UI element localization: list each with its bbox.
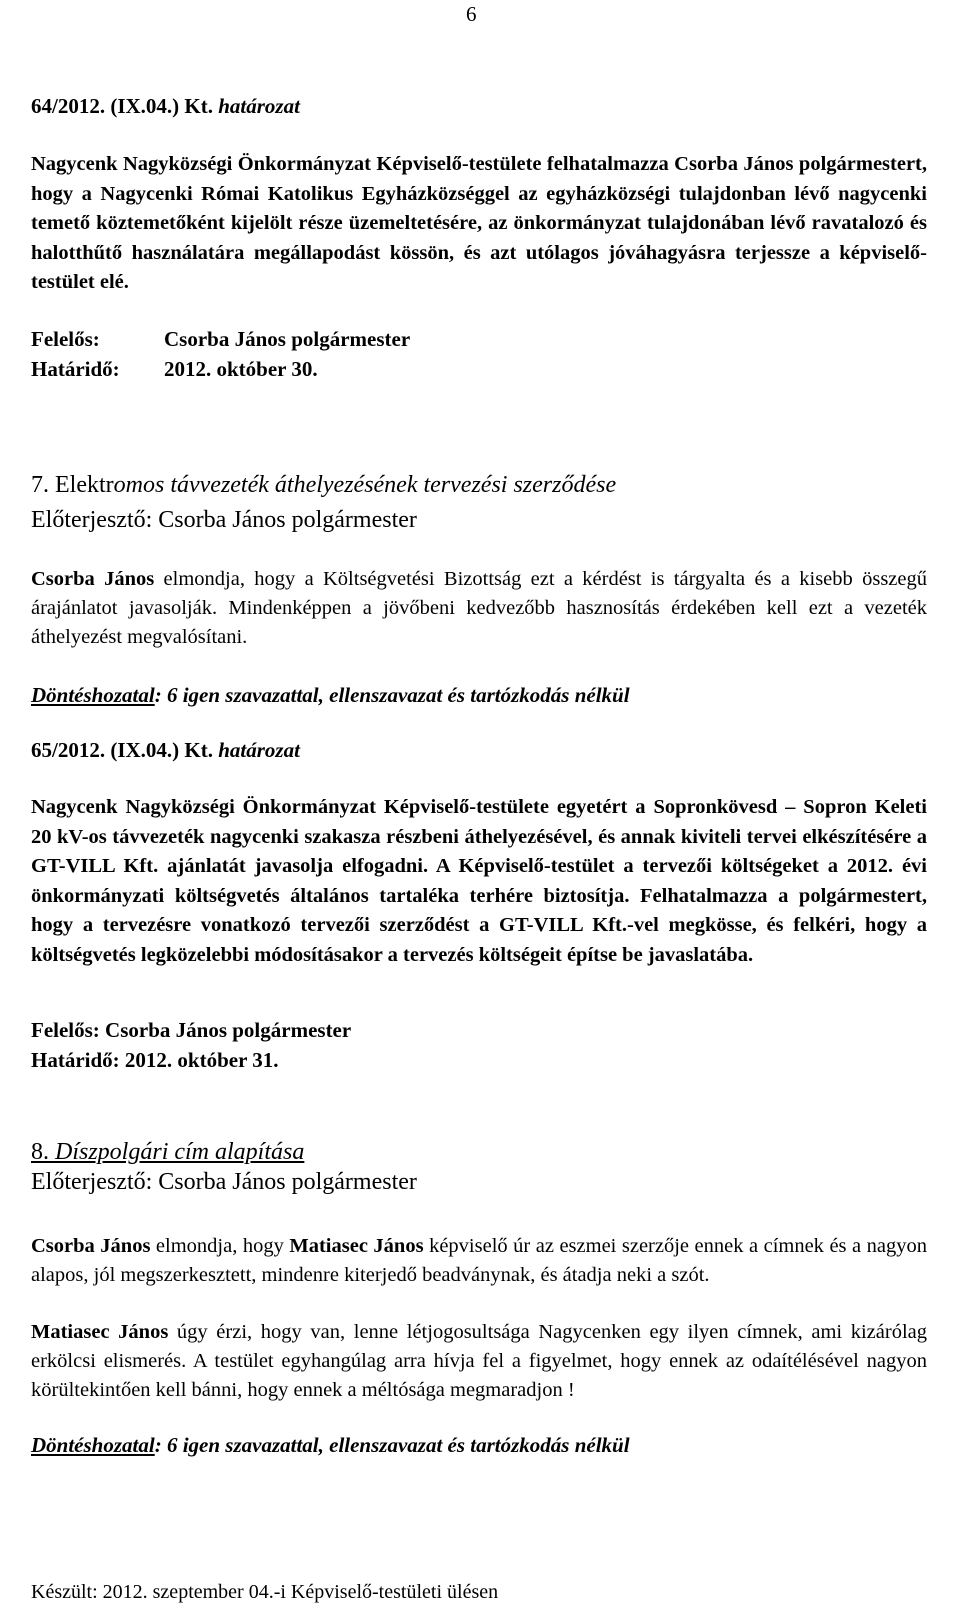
resolution-65-id: 65/2012. (IX.04.) Kt. xyxy=(31,738,213,762)
section-8-p1-speaker: Csorba János xyxy=(31,1235,151,1257)
resolution-64-heading xyxy=(31,91,927,121)
page-number: 6 xyxy=(466,2,477,26)
section-8-decision xyxy=(31,1430,927,1460)
resolution-65-kind: határozat xyxy=(218,738,300,762)
section-8-paragraph-2 xyxy=(31,1318,927,1405)
resolution-64-deadline xyxy=(31,354,927,384)
section-7-speaker: Csorba János xyxy=(31,568,155,590)
section-8-title-text: Díszpolgári cím alapítása xyxy=(55,1139,305,1165)
section-8-p2-speaker: Matiasec János xyxy=(31,1321,169,1343)
section-7-presenter: Előterjesztő: Csorba János polgármester xyxy=(31,507,417,533)
resolution-65-heading xyxy=(31,735,927,765)
resolution-64-body: Nagycenk Nagyközségi Önkormányzat Képviselő-testülete felhatalmazza Csorba János polgármestert, hogy a Nagycenki Római Katolikus Egyházközséggel az egyházközségi tulajdonban lévő nagycenki temető köztemetőként kijelölt része üzemeltetésére, az önkormányzat tulajdonában lévő ravatalozó és halotthűtő használatára megállapodást kössön, és azt utólagos jóváhagyásra terjessze a képviselő-testület elé. xyxy=(31,153,927,294)
section-8-title xyxy=(31,1137,927,1167)
section-7-paragraph xyxy=(31,565,927,652)
section-8-p2-rest: úgy érzi, hogy van, lenne létjogosultsága Nagycenken egy ilyen címnek, ami kizárólag erkölcsi elismerés. A testület egyhangúlag arra hívja fel a figyelmet, hogy ennek az odaítélésével nagyon körültekintően kell bánni, hogy ennek a méltósága megmaradjon ! xyxy=(31,1321,927,1401)
section-7-title-italic: omos távvezeték áthelyezésének tervezési szerződése xyxy=(113,472,617,498)
deadline-value: 2012. október 30. xyxy=(164,357,318,381)
section-8-p1-name: Matiasec János xyxy=(289,1235,424,1257)
decision-label: Döntéshozatal xyxy=(31,1433,155,1457)
section-7-title-plain: Elektr xyxy=(55,472,114,498)
resolution-65-body: Nagycenk Nagyközségi Önkormányzat Képviselő-testülete egyetért a Sopronkövesd – Sopron Keleti 20 kV-os távvezeték nagycenki szakasza részbeni áthelyezésével, és annak kiviteli tervei elkészítésére a GT-VILL Kft. ajánlatát javasolja elfogadni. A Képviselő-testület a tervezői költségeket a 2012. évi önkormányzati költségvetés általános tartaléka terhére biztosítja. Felhatalmazza a polgármestert, hogy a tervezésre vonatkozó tervezői szerződést a GT-VILL Kft.-vel megkösse, és felkéri, hogy a költségvetés legközelebbi módosításakor a tervezés költségeit építse be javaslatába. xyxy=(31,796,927,966)
decision-text: : 6 igen szavazattal, ellenszavazat és tartózkodás nélkül xyxy=(154,683,630,707)
resolution-65-responsible: Felelős: Csorba János polgármester xyxy=(31,1018,352,1042)
page-footer: Készült: 2012. szeptember 04.-i Képviselő-testületi ülésen xyxy=(31,1581,499,1603)
section-7-decision xyxy=(31,680,927,710)
section-8-paragraph-1 xyxy=(31,1232,927,1290)
section-8-number: 8. xyxy=(31,1139,49,1165)
resolution-65-deadline: Határidő: 2012. október 31. xyxy=(31,1048,279,1072)
deadline-label: Határidő: xyxy=(31,357,120,381)
section-7-number: 7. xyxy=(31,472,49,498)
decision-label: Döntéshozatal xyxy=(31,683,155,707)
resolution-64-responsible xyxy=(31,324,927,354)
section-8-p1-mid: elmondja, hogy xyxy=(150,1235,290,1257)
responsible-label: Felelős: xyxy=(31,327,100,351)
section-8-p1-rest: képviselő úr az eszmei szerzője ennek a címnek és a nagyon alapos, jól megszerkesztett, mindenre kiterjedő beadványnak, és átadja neki a szót. xyxy=(31,1235,927,1286)
resolution-64-id: 64/2012. (IX.04.) Kt. xyxy=(31,94,213,118)
section-7-text: elmondja, hogy a Költségvetési Bizottság ezt a kérdést is tárgyalta és a kisebb összegű árajánlatot javasolják. Mindenképpen a jövőbeni kedvezőbb hasznosítás érdekében kell ezt a vezeték áthelyezést megvalósítani. xyxy=(31,568,927,648)
section-7-title xyxy=(31,470,927,500)
decision-text: : 6 igen szavazattal, ellenszavazat és tartózkodás nélkül xyxy=(154,1433,630,1457)
resolution-64-kind: határozat xyxy=(218,94,300,118)
section-8-presenter: Előterjesztő: Csorba János polgármester xyxy=(31,1169,417,1195)
responsible-value: Csorba János polgármester xyxy=(164,327,411,351)
